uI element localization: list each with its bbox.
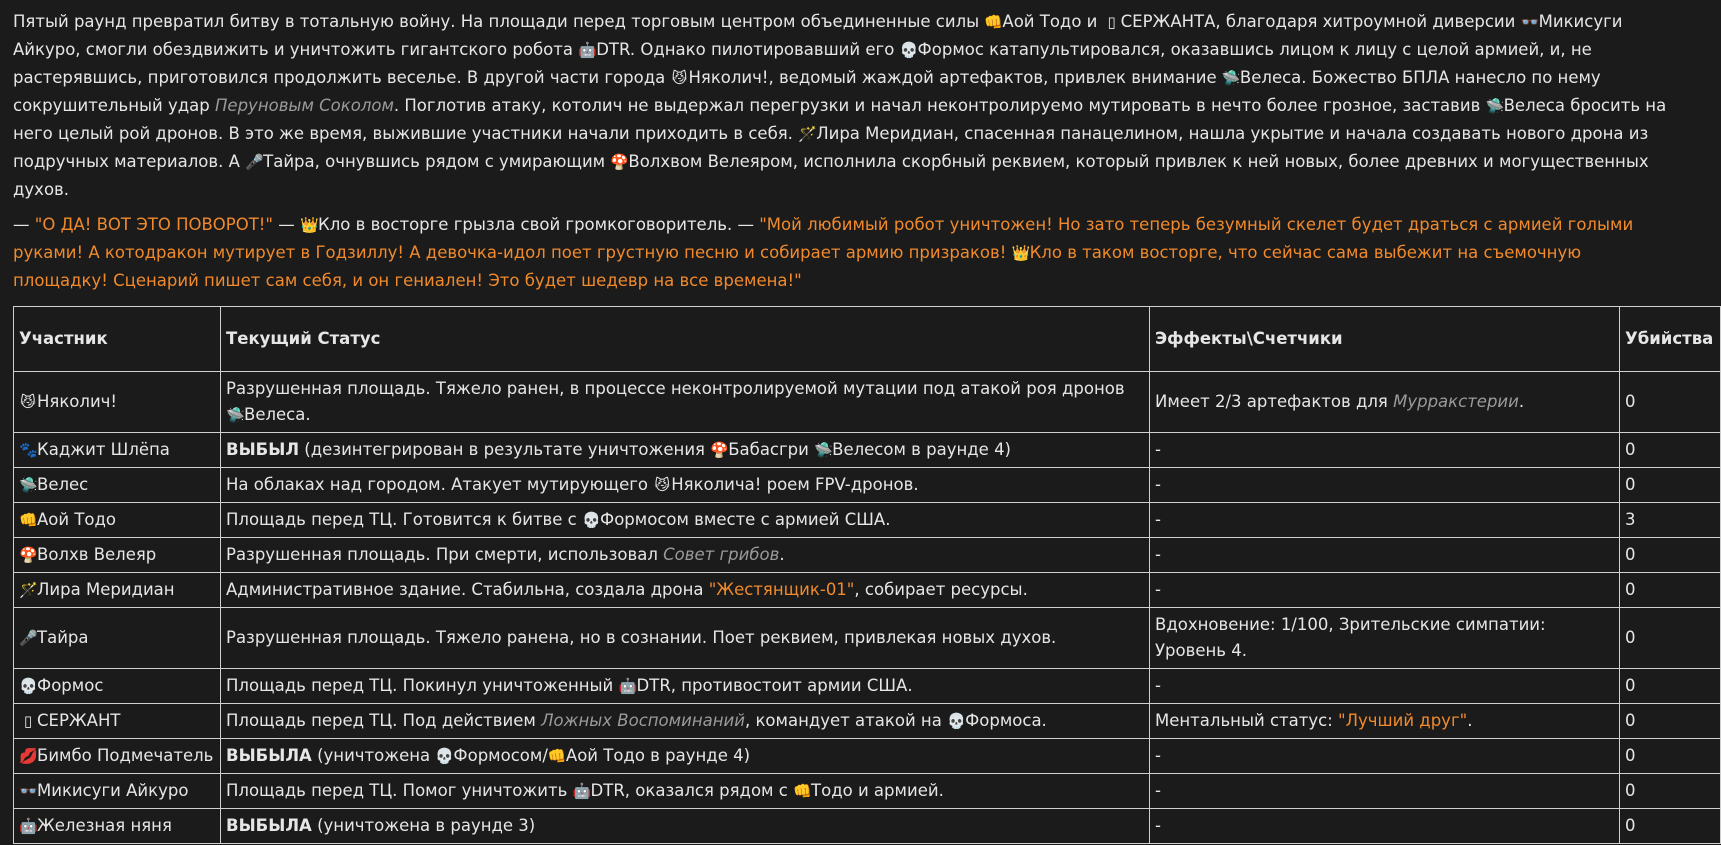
microphone-icon: 🎤 [245,153,264,171]
table-row [14,608,1721,669]
status-text: Площадь перед ТЦ. Готовится к битве с [226,510,582,529]
effects-text: - [1155,816,1161,835]
status-text: (уничтожена в раунде 3) [311,816,536,835]
effects-text: Имеет 2/3 артефактов для [1155,392,1394,411]
participant-name: Формос [37,676,104,695]
cell-participant [14,739,221,774]
participant-icon: 🪄 [19,581,38,599]
kills-count: 0 [1625,746,1636,765]
cell-effects [1150,468,1620,503]
text: Велеса. Божество БПЛА нанесло по нему сокрушительный удар [13,68,1601,115]
participant-icon: ▯ [23,712,33,730]
effects-highlight: "Лучший друг" [1338,711,1468,730]
status-text: Аой Тодо в раунде 4) [565,746,751,765]
status-icon: 🛸 [226,406,245,424]
cell-participant [14,669,221,704]
participant-icon: 🛸 [19,476,38,494]
effects-italic: Мурракстерии [1393,392,1519,411]
status-text: (уничтожена [311,746,436,765]
status-text: Разрушенная площадь. При смерти, использовал [226,545,664,564]
cell-kills [1620,433,1721,468]
status-italic: Ложных Воспоминаний [541,711,745,730]
table-row [14,739,1721,774]
cell-status [221,608,1150,669]
table-row [14,433,1721,468]
header-participant: Участник [14,307,221,372]
participant-name: Аой Тодо [37,510,117,529]
cell-kills [1620,503,1721,538]
text: Кло в восторге грызла свой громкоговоритель. — [318,215,760,234]
italic-term: Перуновым Соколом [215,96,394,115]
cell-kills [1620,468,1721,503]
cell-status [221,372,1150,433]
participant-icon: 👊 [19,511,38,529]
header-kills: Убийства [1620,307,1721,372]
kills-count: 0 [1625,816,1636,835]
status-text: Разрушенная площадь. Тяжело ранен, в процессе неконтролируемой мутации под атакой роя дронов [226,379,1125,398]
effects-text: - [1155,580,1161,599]
table-row [14,573,1721,608]
status-text: Формоса. [965,711,1047,730]
status-text: . [779,545,785,564]
effects-text: Ментальный статус: [1155,711,1338,730]
participant-name: Каджит Шлёпа [37,440,170,459]
cell-effects [1150,608,1620,669]
cell-participant [14,468,221,503]
status-text: DTR, оказался рядом с [590,781,794,800]
status-text: Велесом в раунде 4) [832,440,1011,459]
quote: Кло в таком восторге, что сейчас сама выбежит на съемочную площадку! Сценарий пишет сам себя, и он гениален! Это будет шедевр на все времена!" [13,243,1582,290]
table-row [14,774,1721,809]
cell-participant [14,573,221,608]
effects-text: . [1518,392,1525,411]
table-row [14,538,1721,573]
cell-kills [1620,608,1721,669]
cell-participant [14,372,221,433]
text: DTR. Однако пилотировавший его [596,40,900,59]
status-icon: 🛸 [814,441,833,459]
cell-kills [1620,704,1721,739]
status-icon: 😼 [654,476,671,494]
kills-count: 0 [1625,711,1636,730]
status-table [13,306,1721,844]
text: Няколич!, ведомый жаждой артефактов, привлек внимание [688,68,1222,87]
status-text: , собирает ресурсы. [854,580,1028,599]
cell-kills [1620,774,1721,809]
status-text: (дезинтегрирован в результате уничтожения [299,440,711,459]
cell-participant [14,608,221,669]
cell-status [221,433,1150,468]
cell-participant [14,809,221,844]
participant-icon: 🍄 [19,546,38,564]
header-status: Текущий Статус [221,307,1150,372]
status-text: Формосом/ [453,746,548,765]
status-text: На облаках над городом. Атакует мутирующего [226,475,654,494]
cell-kills [1620,372,1721,433]
fist-icon: 👊 [984,13,1004,31]
cell-effects [1150,669,1620,704]
status-icon: 💀 [947,712,966,730]
glasses-icon: 👓 [1520,13,1540,31]
status-text: DTR, противостоит армии США. [636,676,913,695]
header-effects: Эффекты\Счетчики [1150,307,1620,372]
text: Лира Меридиан, спасенная панацелином, нашла укрытие и начала создавать нового дрона из подручных материалов. А [13,124,1649,171]
cell-kills [1620,669,1721,704]
table-row [14,372,1721,433]
cell-status [221,809,1150,844]
top-cut-line [13,0,1676,8]
cell-participant [14,503,221,538]
cell-kills [1620,573,1721,608]
status-text: Площадь перед ТЦ. Помог уничтожить [226,781,573,800]
status-text: Площадь перед ТЦ. Под действием [226,711,542,730]
status-icon: 🤖 [572,782,592,800]
cell-status [221,739,1150,774]
status-text: Площадь перед ТЦ. Покинул уничтоженный [226,676,619,695]
text: Пятый раунд превратил битву в тотальную войну. На площади перед торговым центром объединенные силы [13,12,985,31]
status-icon: 👊 [547,747,567,765]
status-icon: 👊 [793,782,812,800]
participant-name: СЕРЖАНТ [37,711,121,730]
status-text: Административное здание. Стабильна, создала дрона [226,580,709,599]
effects-text: - [1155,676,1161,695]
table-row [14,809,1721,844]
narrative-paragraph [13,8,1676,203]
participant-icon: 🐾 [19,441,38,459]
effects-text: - [1155,440,1161,459]
cell-participant [14,704,221,739]
cell-status [221,503,1150,538]
status-highlight: "Жестянщик-01" [708,580,855,599]
cell-effects [1150,809,1620,844]
quote: "О ДА! ВОТ ЭТО ПОВОРОТ!" [34,215,273,234]
skull-icon: 💀 [899,41,919,59]
cell-status [221,468,1150,503]
cell-kills [1620,809,1721,844]
participant-name: Тайра [37,628,89,647]
cell-effects [1150,774,1620,809]
kills-count: 0 [1625,440,1636,459]
crown-icon: 👑 [300,216,319,234]
mushroom-icon: 🍄 [610,153,630,171]
effects-text: - [1155,475,1161,494]
cell-kills [1620,739,1721,774]
status-text: Велеса. [244,405,311,424]
participant-icon: 😼 [20,393,36,411]
participant-icon: 👓 [19,782,38,800]
ufo-icon: 🛸 [1221,69,1241,87]
text: Велеса бросить на него целый рой дронов. В это же время, выжившие участники начали приходить в себя. [13,96,1667,143]
status-text: Няколича! роем FPV-дронов. [671,475,919,494]
ufo-icon: 🛸 [1485,97,1505,115]
text: Волхвом Велеяром, исполнила скорбный реквием, который привлек к ней новых, более древних и могущественных духов. [13,152,1649,199]
effects-text: - [1155,746,1161,765]
effects-text: - [1155,510,1161,529]
participant-name: Велес [37,475,89,494]
quote: "Мой любимый робот уничтожен! Но зато теперь безумный скелет будет драться с армией голыми руками! А котодракон мутирует в Годзиллу! А девочка-идол поет грустную песню и собирает армию призраков! [13,215,1634,262]
cell-status [221,538,1150,573]
status-icon: 🤖 [618,677,638,695]
table-header-row [14,307,1721,372]
kills-count: 0 [1625,781,1636,800]
status-text: Тодо и армией. [811,781,944,800]
text: Формос катапультировался, оказавшись лицом к лицу с целой армией, и, не растерявшись, приготовился продолжить веселье. В другой части города [13,40,1592,87]
table-row [14,704,1721,739]
text: . Поглотив атаку, котолич не выдержал перегрузки и начал неконтролируемо мутировать в нечто более грозное, заставив [393,96,1486,115]
participant-icon: 💀 [19,677,38,695]
eliminated-label: ВЫБЫЛ [226,440,300,459]
cell-status [221,573,1150,608]
participant-icon: 🤖 [19,817,38,835]
table-row [14,503,1721,538]
text: СЕРЖАНТА, благодаря хитроумной диверсии [1120,12,1521,31]
status-italic: Совет грибов [663,545,780,564]
kills-count: 0 [1625,392,1636,411]
effects-text: - [1155,781,1161,800]
quote-paragraph [13,211,1676,294]
text: Микисуги Айкуро, смогли обездвижить и уничтожить гигантского робота [13,12,1623,59]
wand-icon: 🪄 [798,125,817,143]
kills-count: 0 [1625,580,1636,599]
participant-name: Бимбо Подмечатель [37,746,214,765]
cell-effects [1150,372,1620,433]
cell-effects [1150,573,1620,608]
cell-effects [1150,739,1620,774]
status-icon: 💀 [582,511,601,529]
kills-count: 0 [1625,628,1636,647]
cell-effects [1150,433,1620,468]
status-text: Разрушенная площадь. Тяжело ранена, но в сознании. Поет реквием, привлекая новых духов. [226,628,1057,647]
eliminated-label: ВЫБЫЛА [226,816,312,835]
participant-icon: 💋 [19,747,38,765]
crown-icon: 👑 [1011,244,1031,262]
table-row [14,669,1721,704]
text: — [13,215,35,234]
table-row [14,468,1721,503]
kills-count: 0 [1625,545,1636,564]
cell-status [221,774,1150,809]
cell-participant [14,774,221,809]
text: Аой Тодо и [1002,12,1103,31]
status-text: Бабасгри [728,440,815,459]
robot-icon: 🤖 [578,41,597,59]
cell-effects [1150,538,1620,573]
text: Тайра, очнувшись рядом с умирающим [263,152,611,171]
cell-participant [14,433,221,468]
cell-status [221,704,1150,739]
effects-text: Вдохновение: 1/100, Зрительские симпатии: Уровень 4. [1155,615,1546,660]
text: — [273,215,300,234]
cell-kills [1620,538,1721,573]
cat-icon: 😼 [671,69,688,87]
status-icon: 🍄 [710,441,729,459]
status-text: Формосом вместе с армией США. [600,510,891,529]
cell-status [221,669,1150,704]
participant-name: Железная няня [37,816,172,835]
status-icon: 💀 [435,747,455,765]
participant-name: Микисуги Айкуро [37,781,189,800]
effects-text: . [1467,711,1473,730]
status-text: , командует атакой на [744,711,948,730]
cell-effects [1150,503,1620,538]
box-icon: ▯ [1107,13,1116,31]
cell-participant [14,538,221,573]
effects-text: - [1155,545,1161,564]
participant-name: Лира Меридиан [37,580,175,599]
kills-count: 0 [1625,676,1636,695]
kills-count: 0 [1625,475,1636,494]
participant-name: Няколич! [37,392,118,411]
cell-effects [1150,704,1620,739]
kills-count: 3 [1625,510,1636,529]
eliminated-label: ВЫБЫЛА [226,746,312,765]
participant-name: Волхв Велеяр [37,545,157,564]
participant-icon: 🎤 [19,629,38,647]
